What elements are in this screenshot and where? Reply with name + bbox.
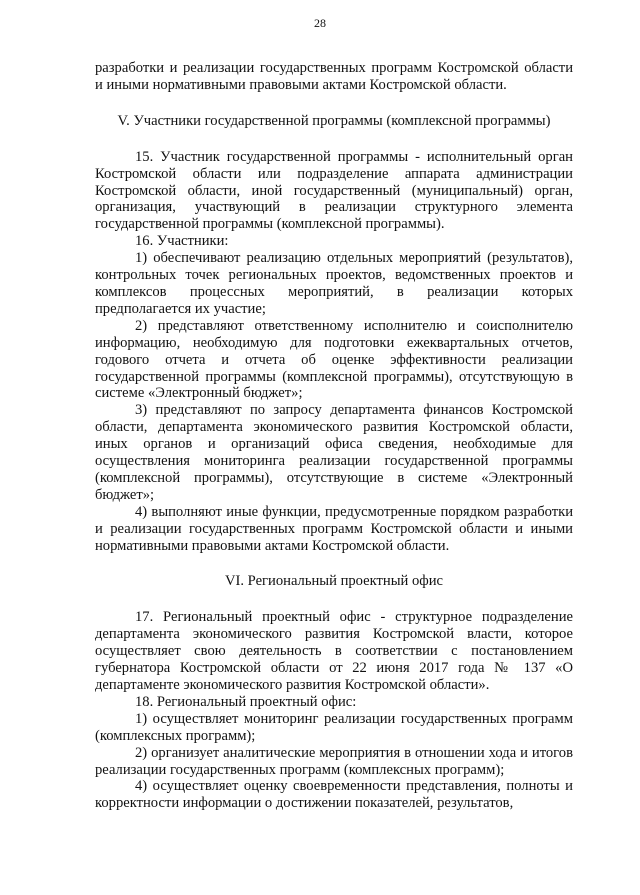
paragraph-16-item-1: 1) обеспечивают реализацию отдельных мероприятий (результатов), контрольных точек региональных проектов, ведомственных проектов и комплексов процессных мероприятий, в реализации которых предполагается их участие; <box>95 250 573 317</box>
paragraph-18-item-2: 2) организует аналитические мероприятия в отношении хода и итогов реализации государственных программ (комплексных программ); <box>95 744 573 778</box>
page-number: 28 <box>314 16 326 30</box>
paragraph-16-item-4: 4) выполняют иные функции, предусмотренные порядком разработки и реализации государственных программ Костромской области и иными нормативными правовыми актами Костромской области. <box>95 503 573 554</box>
paragraph-16: 16. Участники: <box>135 233 229 250</box>
paragraph-18-item-1: 1) осуществляет мониторинг реализации государственных программ (комплексных программ); <box>95 710 573 744</box>
page-content <box>95 60 573 812</box>
paragraph-16-item-2: 2) представляют ответственному исполнителю и соисполнителю информацию, необходимую для подготовки ежеквартальных отчетов, годового отчета и отчета об оценке эффективности реализации государственной программы (комплексной программы), отсутствующую в системе «Электронный бюджет»; <box>95 317 573 402</box>
paragraph-15: 15. Участник государственной программы - исполнительный орган Костромской области или подразделение аппарата администрации Костромской области, иной государственный (муниципальный) орган, организация, участвующий в реализации структурного элемента государственной программы (комплексной программы). <box>95 148 573 233</box>
section-6-heading: VI. Региональный проектный офис <box>224 573 444 590</box>
paragraph-17: 17. Региональный проектный офис - структурное подразделение департамента экономического развития Костромской власти, которое осуществляет свою деятельность в соответствии с постановлением губернатора Костромской области от 22 июня 2017 года № 137 «О департаменте экономического развития Костромской области». <box>95 609 573 693</box>
paragraph-16-item-3: 3) представляют по запросу департамента финансов Костромской области, департамента экономического развития Костромской области, иных органов и организаций офиса сведения, необходимые для осуществления мониторинга реализации государственной программы (комплексной программы), отсутствующие в системе «Электронный бюджет»; <box>95 402 573 503</box>
paragraph-18-item-4: 4) осуществляет оценку своевременности представления, полноты и корректности информации о достижении показателей, результатов, <box>95 778 573 812</box>
paragraph-18: 18. Региональный проектный офис: <box>135 693 357 710</box>
section-5-heading: V. Участники государственной программы (комплексной программы) <box>117 112 551 129</box>
intro-paragraph: разработки и реализации государственных программ Костромской области и иными нормативными правовыми актами Костромской области. <box>95 60 573 93</box>
